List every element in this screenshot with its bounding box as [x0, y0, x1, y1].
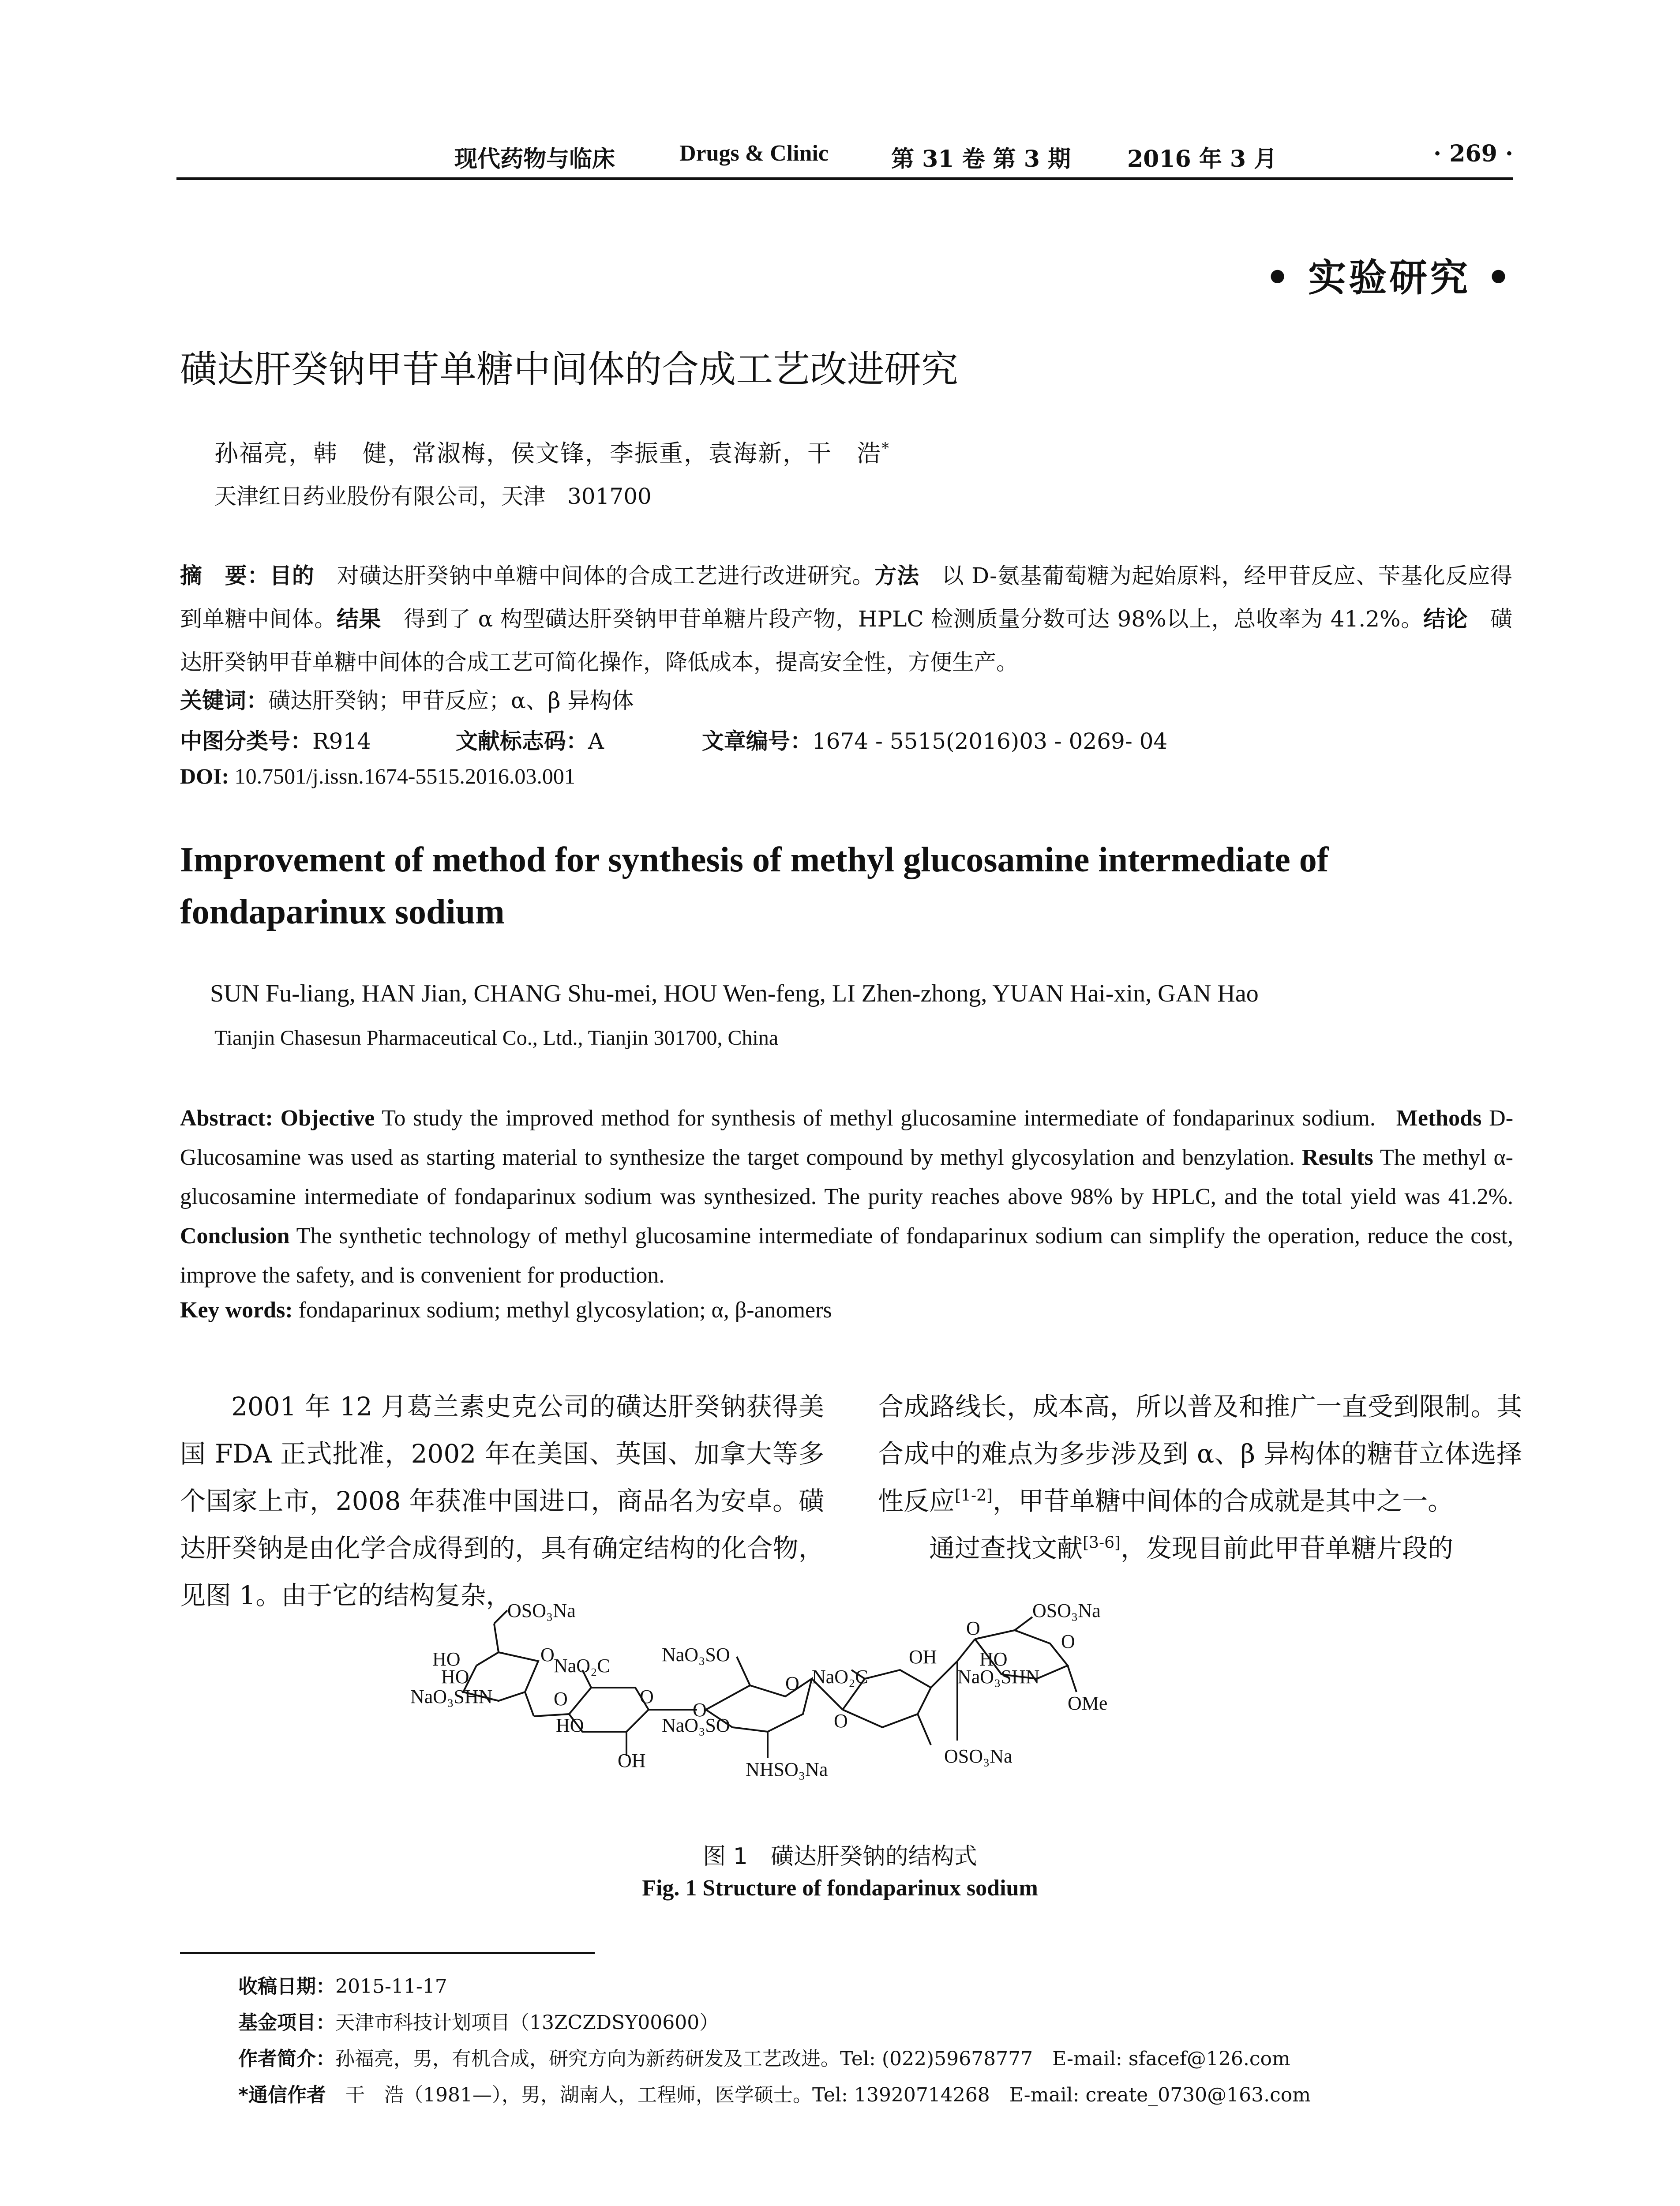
doi-link[interactable]: 10.7501/j.issn.1674-5515.2016.03.001 — [229, 764, 575, 788]
label-oso3na: OSO₃Na — [944, 1745, 1012, 1767]
body-paragraph: 通过查找文献[3-6]，发现目前此甲苷单糖片段的 — [929, 1533, 1454, 1563]
label-o: O — [554, 1688, 568, 1710]
label-oso3na: OSO₃Na — [507, 1600, 576, 1621]
doi-line — [180, 763, 575, 789]
label-ho: HO — [556, 1715, 584, 1736]
volume-issue: 第 31 卷 第 3 期 — [891, 146, 1071, 173]
page-number: · 269 · — [1433, 140, 1513, 167]
keywords-cn — [180, 683, 634, 715]
body-column-right — [878, 1383, 1522, 1572]
methods-en-label: Methods — [1396, 1106, 1482, 1131]
conclusion-en-text: The synthetic technology of methyl glucosamine intermediate of fondaparinux sodium can simplify the operation, reduce the cost, improve the safety, and is convenient for production. — [180, 1223, 1513, 1288]
affiliation-cn: 天津红日药业股份有限公司，天津 301700 — [214, 484, 652, 509]
label-o: O — [834, 1710, 848, 1732]
affiliation-en: Tianjin Chasesun Pharmaceutical Co., Ltd., Tianjin 301700, China — [214, 1026, 779, 1050]
objective-en-label: Objective — [280, 1106, 375, 1131]
keywords-en — [180, 1297, 832, 1323]
journal-name-cn: 现代药物与临床 — [454, 146, 615, 173]
methods-en-text: D-Glucosamine was used as starting material to synthesize the target compound by methyl glycosylation and benzylation. — [180, 1106, 1514, 1170]
results-text: 得到了 α 构型磺达肝癸钠甲苷单糖片段产物，HPLC 检测质量分数可达 98%以上，总收率为 41.2%。 — [381, 606, 1423, 632]
objective-text: 对磺达肝癸钠中单糖中间体的合成工艺进行改进研究。 — [314, 563, 875, 589]
fondaparinux-structure-diagram — [388, 1599, 1562, 1820]
label-o: O — [966, 1617, 980, 1639]
figure-caption-cn: 图 1 磺达肝癸钠的结构式 — [703, 1843, 977, 1870]
label-ho: HO — [432, 1648, 461, 1670]
authors-cn: 孙福亮，韩 健，常淑梅，侯文锋，李振重，袁海新，干 浩* — [214, 439, 890, 467]
label-o: O — [540, 1644, 555, 1666]
figure-caption-en: Fig. 1 Structure of fondaparinux sodium — [642, 1876, 1038, 1901]
results-label: 结果 — [336, 606, 382, 632]
body-paragraph: 2001 年 12 月葛兰素史克公司的磺达肝癸钠获得美国 FDA 正式批准，2002 年在美国、英国、加拿大等多个国家上市，2008 年获准中国进口，商品名为安卓。磺达肝癸钠是由化学合成得到的，具有确定结构的化合物，见图 1。由于它的结构复杂， — [180, 1392, 824, 1610]
keywords-en-label: Key words: — [180, 1298, 293, 1323]
body-paragraph: 合成路线长，成本高，所以普及和推广一直受到限制。其合成中的难点为多步涉及到 α、β 异构体的糖苷立体选择性反应[1-2]，甲苷单糖中间体的合成就是其中之一。 — [878, 1392, 1522, 1516]
footnote-author: 作者简介：孙福亮，男，有机合成，研究方向为新药研发及工艺改进。Tel: (022)59678777 E-mail: sfacef@126.com — [238, 2048, 1290, 2070]
label-o: O — [1061, 1631, 1075, 1652]
article-number-label: 文章编号： — [701, 728, 812, 754]
label-ome: OMe — [1068, 1692, 1108, 1714]
footnotes — [238, 1969, 1311, 2113]
label-nao2c: NaO₂C — [554, 1655, 610, 1677]
label-nao3shn: NaO₃SHN — [410, 1686, 493, 1707]
label-oso3na: OSO₃Na — [1032, 1600, 1101, 1621]
keywords-label: 关键词： — [180, 688, 268, 713]
conclusion-text: 磺达肝癸钠甲苷单糖中间体的合成工艺可简化操作，降低成本，提高安全性，方便生产。 — [180, 606, 1513, 675]
conclusion-en-label: Conclusion — [180, 1223, 290, 1249]
doc-code-label: 文献标志码： — [455, 728, 588, 754]
label-nao3shn: NaO₃SHN — [957, 1666, 1040, 1688]
citation[interactable]: [3-6] — [1083, 1534, 1121, 1552]
citation[interactable]: [1-2] — [955, 1486, 993, 1505]
footnote-received: 收稿日期：2015-11-17 — [238, 1975, 447, 1998]
results-en-label: Results — [1301, 1145, 1373, 1170]
label-nao2c: NaO₂C — [812, 1666, 868, 1688]
label-nao3so: NaO₃SO — [662, 1715, 730, 1736]
doc-code-value: A — [588, 728, 604, 754]
label-oh: OH — [618, 1750, 646, 1771]
section-tag: • 实验研究 • — [1265, 255, 1513, 300]
objective-label: 目的 — [270, 563, 315, 589]
abstract-label: 摘 要： — [180, 563, 270, 589]
page-title-cn: 磺达肝癸钠甲苷单糖中间体的合成工艺改进研究 — [180, 348, 959, 391]
clc-label: 中图分类号： — [180, 728, 312, 754]
journal-name-en: Drugs & Clinic — [679, 141, 829, 166]
methods-label: 方法 — [874, 563, 919, 589]
article-number-value: 1674 - 5515(2016)03 - 0269- 04 — [812, 728, 1168, 754]
objective-en-text: To study the improved method for synthesis of methyl glucosamine intermediate of fondaparinux sodium. — [375, 1106, 1376, 1131]
label-o: O — [785, 1673, 799, 1694]
corresponding-mark: * — [881, 439, 890, 457]
clc-value: R914 — [312, 728, 371, 754]
label-nao3so: NaO₃SO — [662, 1644, 730, 1666]
label-oh: OH — [909, 1646, 937, 1668]
abstract-en — [180, 1099, 1513, 1295]
issue-date: 2016 年 3 月 — [1127, 146, 1277, 173]
classification-line — [180, 724, 1167, 755]
label-ho: HO — [441, 1666, 469, 1688]
running-header — [176, 140, 1513, 176]
keywords-text: 磺达肝癸钠；甲苷反应；α、β 异构体 — [268, 688, 634, 713]
label-o: O — [693, 1699, 707, 1721]
authors-en: SUN Fu-liang, HAN Jian, CHANG Shu-mei, HOU Wen-feng, LI Zhen-zhong, YUAN Hai-xin, GAN Hao — [210, 980, 1259, 1007]
doi-label: DOI: — [180, 764, 229, 788]
methods-text: 以 D-氨基葡萄糖为起始原料，经甲苷反应、苄基化反应得到单糖中间体。 — [180, 563, 1513, 632]
header-rule — [176, 177, 1513, 180]
footnote-corresponding: *通信作者 干 浩（1981—），男，湖南人，工程师，医学硕士。Tel: 13920714268 E-mail: create_0730@163.com — [238, 2084, 1311, 2106]
body-column-left — [180, 1383, 824, 1619]
label-ho: HO — [979, 1648, 1008, 1670]
keywords-en-text: fondaparinux sodium; methyl glycosylation; α, β-anomers — [292, 1298, 832, 1323]
label-o: O — [640, 1686, 654, 1707]
conclusion-label: 结论 — [1423, 606, 1468, 632]
abstract-cn — [180, 554, 1512, 684]
results-en-text: The methyl α-glucosamine intermediate of fondaparinux sodium was synthesized. The purity reaches above 98% by HPLC, and the total yield was 41.2%. — [180, 1145, 1513, 1209]
footnote-rule — [180, 1952, 595, 1954]
footnote-fund: 基金项目：天津市科技计划项目（13ZCZDSY00600） — [238, 2011, 719, 2034]
page-title-en: Improvement of method for synthesis of methyl glucosamine intermediate of fondaparinux sodium — [180, 840, 1329, 931]
label-nhso3na: NHSO₃Na — [746, 1759, 828, 1780]
abstract-en-label: Abstract: — [180, 1106, 273, 1131]
